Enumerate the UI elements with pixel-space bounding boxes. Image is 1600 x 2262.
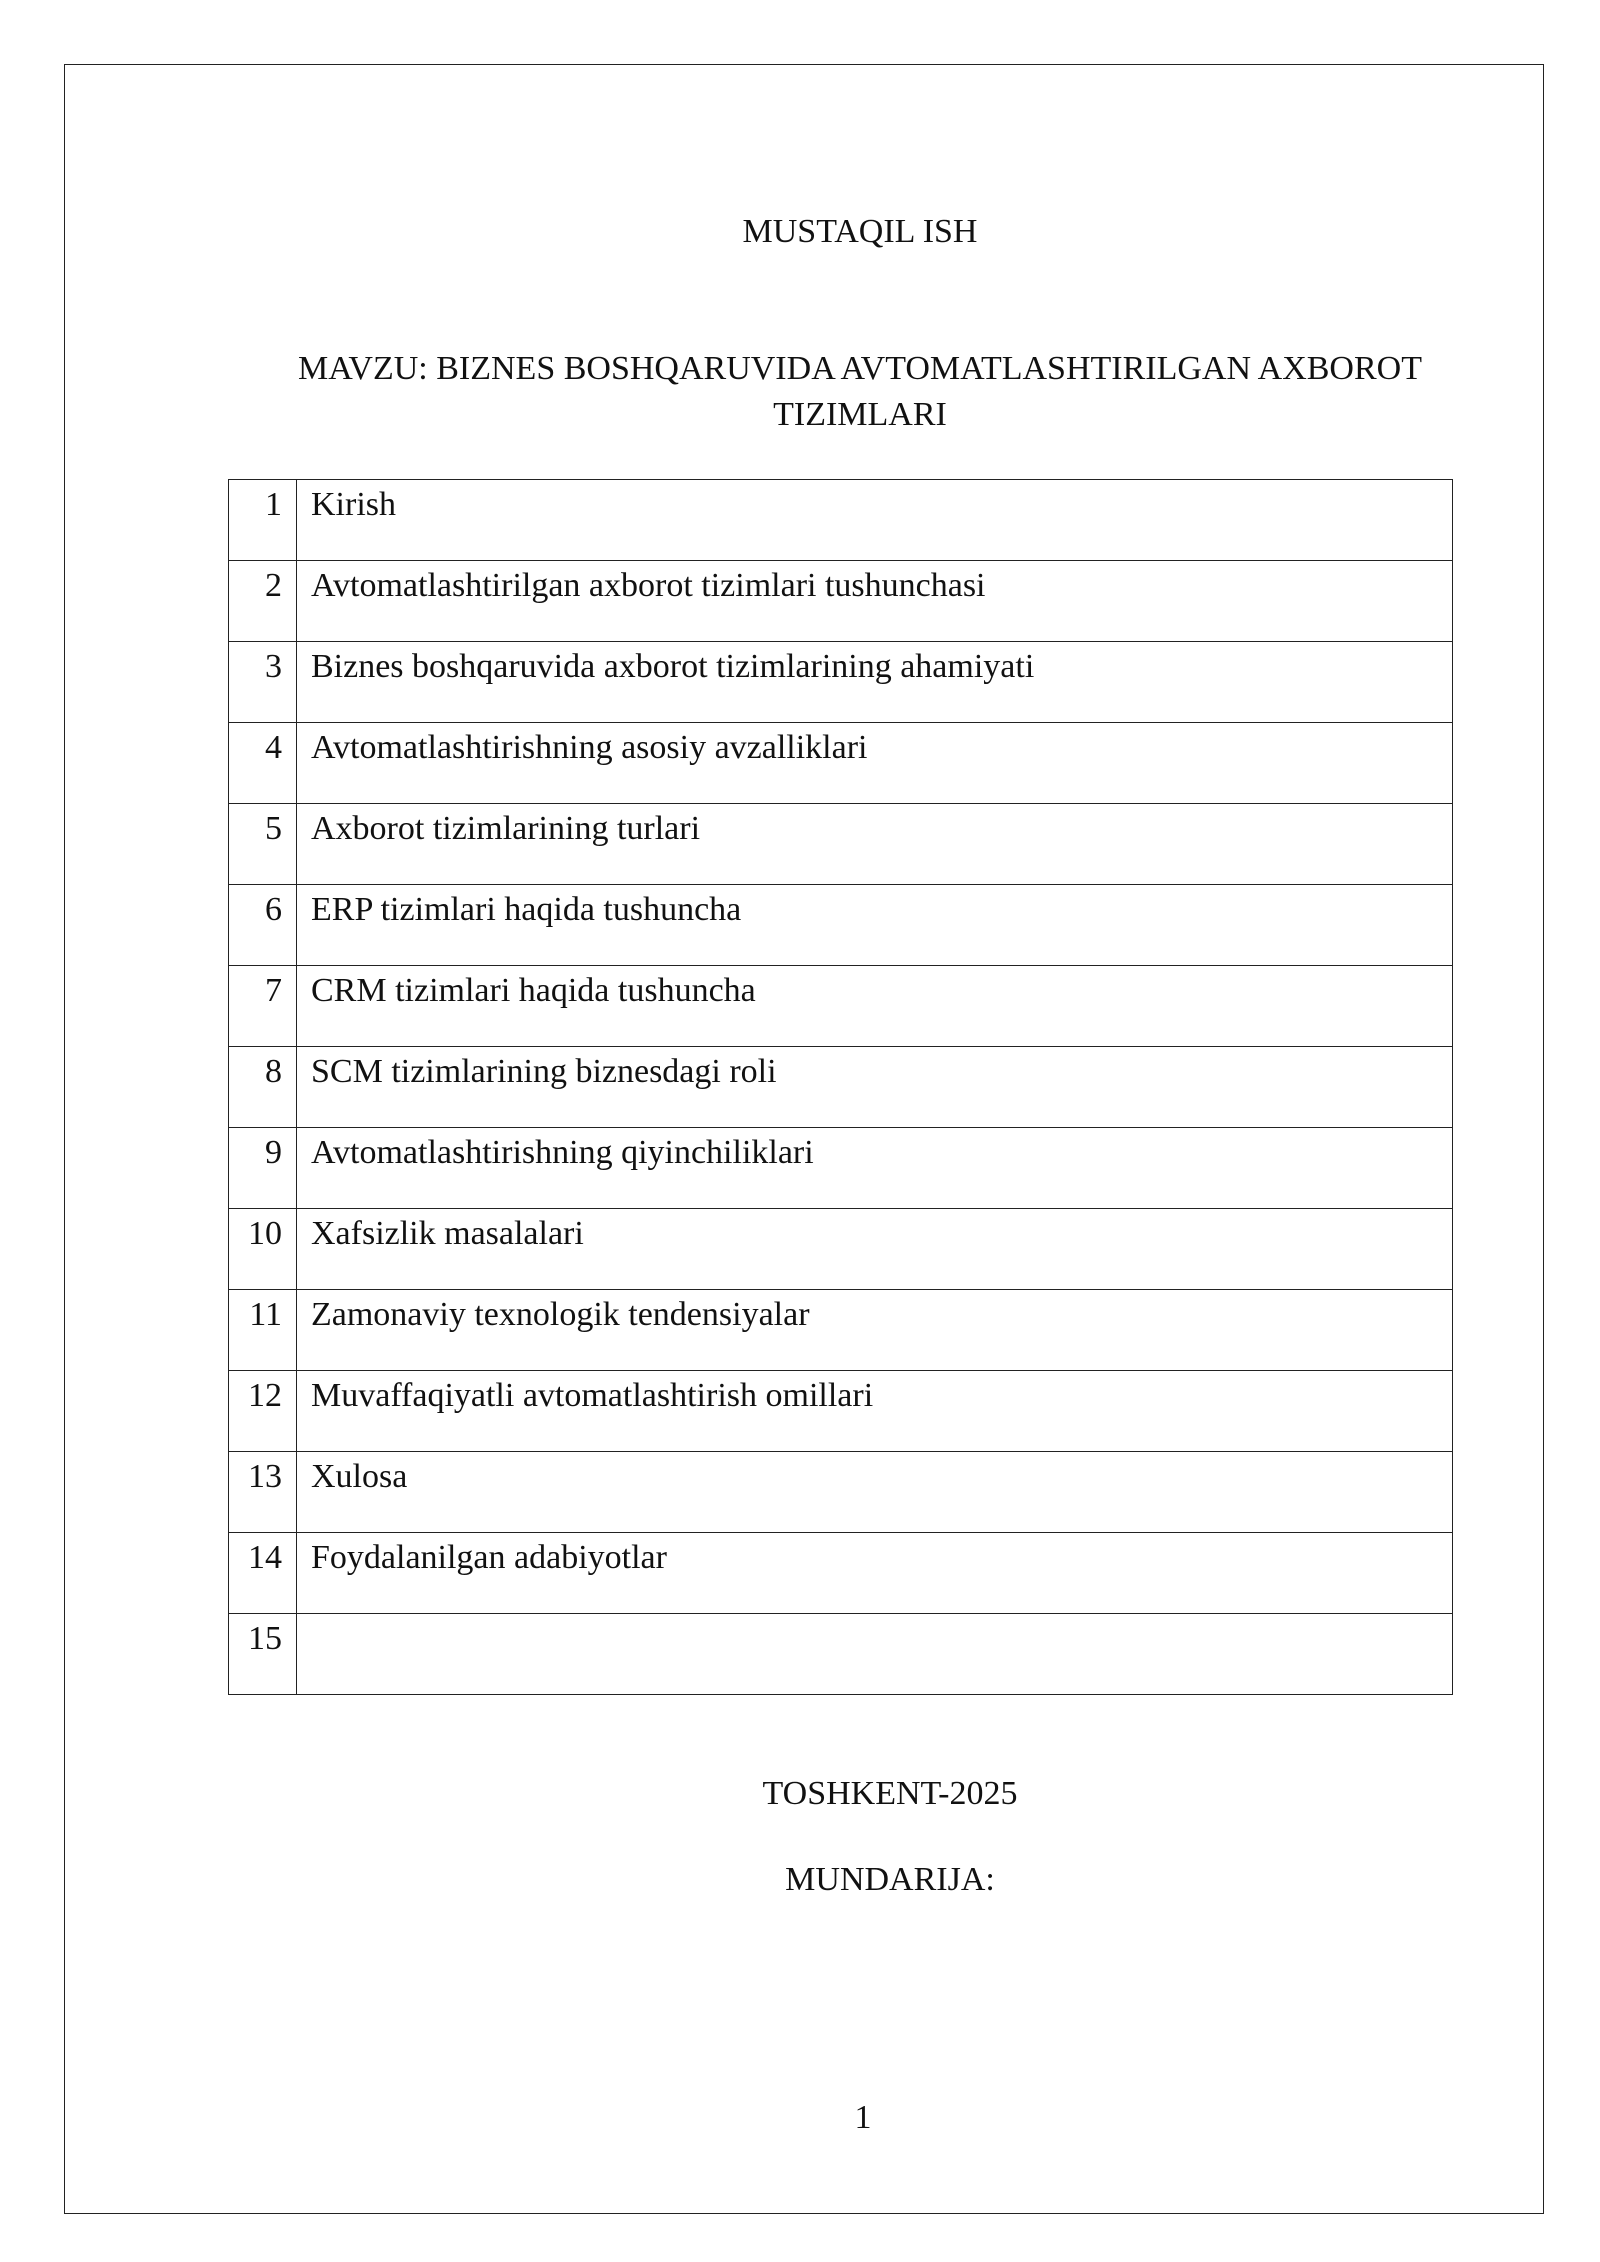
toc-number: 13 bbox=[229, 1452, 297, 1533]
toc-entry: Xafsizlik masalalari bbox=[297, 1209, 1453, 1290]
toc-number: 12 bbox=[229, 1371, 297, 1452]
city-year: TOSHKENT-2025 bbox=[762, 1775, 1018, 1812]
toc-number: 7 bbox=[229, 966, 297, 1047]
toc-entry: Zamonaviy texnologik tendensiyalar bbox=[297, 1290, 1453, 1371]
table-row bbox=[229, 885, 1453, 966]
toc-entry: Muvaffaqiyatli avtomatlashtirish omillari bbox=[297, 1371, 1453, 1452]
toc-entry: SCM tizimlarining biznesdagi roli bbox=[297, 1047, 1453, 1128]
toc-entry: Axborot tizimlarining turlari bbox=[297, 804, 1453, 885]
toc-entry: CRM tizimlari haqida tushuncha bbox=[297, 966, 1453, 1047]
toc-entry: Biznes boshqaruvida axborot tizimlarining ahamiyati bbox=[297, 642, 1453, 723]
toc-number: 1 bbox=[229, 480, 297, 561]
table-row bbox=[229, 561, 1453, 642]
table-row bbox=[229, 480, 1453, 561]
table-of-contents bbox=[228, 479, 1453, 1695]
toc-number: 10 bbox=[229, 1209, 297, 1290]
toc-number: 3 bbox=[229, 642, 297, 723]
toc-number: 4 bbox=[229, 723, 297, 804]
toc-number: 14 bbox=[229, 1533, 297, 1614]
toc-number: 11 bbox=[229, 1290, 297, 1371]
document-topic: MAVZU: BIZNES BOSHQARUVIDA AVTOMATLASHTIRILGAN AXBOROT TIZIMLARI bbox=[298, 350, 1422, 433]
table-row bbox=[229, 723, 1453, 804]
toc-entry: Avtomatlashtirishning asosiy avzalliklari bbox=[297, 723, 1453, 804]
table-row bbox=[229, 1128, 1453, 1209]
table-row bbox=[229, 966, 1453, 1047]
toc-number: 8 bbox=[229, 1047, 297, 1128]
table-row bbox=[229, 1209, 1453, 1290]
document-title: MUSTAQIL ISH bbox=[742, 213, 978, 250]
toc-entry bbox=[297, 1614, 1453, 1695]
page-number: 1 bbox=[854, 2099, 872, 2136]
table-row bbox=[229, 1047, 1453, 1128]
table-row bbox=[229, 642, 1453, 723]
toc-entry: Xulosa bbox=[297, 1452, 1453, 1533]
toc-number: 9 bbox=[229, 1128, 297, 1209]
toc-entry: ERP tizimlari haqida tushuncha bbox=[297, 885, 1453, 966]
toc-entry: Foydalanilgan adabiyotlar bbox=[297, 1533, 1453, 1614]
toc-number: 5 bbox=[229, 804, 297, 885]
toc-number: 2 bbox=[229, 561, 297, 642]
contents-heading: MUNDARIJA: bbox=[785, 1861, 995, 1898]
table-row bbox=[229, 1614, 1453, 1695]
toc-entry: Kirish bbox=[297, 480, 1453, 561]
toc-number: 15 bbox=[229, 1614, 297, 1695]
table-row bbox=[229, 1290, 1453, 1371]
table-row bbox=[229, 1452, 1453, 1533]
toc-number: 6 bbox=[229, 885, 297, 966]
table-row bbox=[229, 804, 1453, 885]
table-row bbox=[229, 1533, 1453, 1614]
toc-entry: Avtomatlashtirishning qiyinchiliklari bbox=[297, 1128, 1453, 1209]
table-row bbox=[229, 1371, 1453, 1452]
toc-entry: Avtomatlashtirilgan axborot tizimlari tushunchasi bbox=[297, 561, 1453, 642]
